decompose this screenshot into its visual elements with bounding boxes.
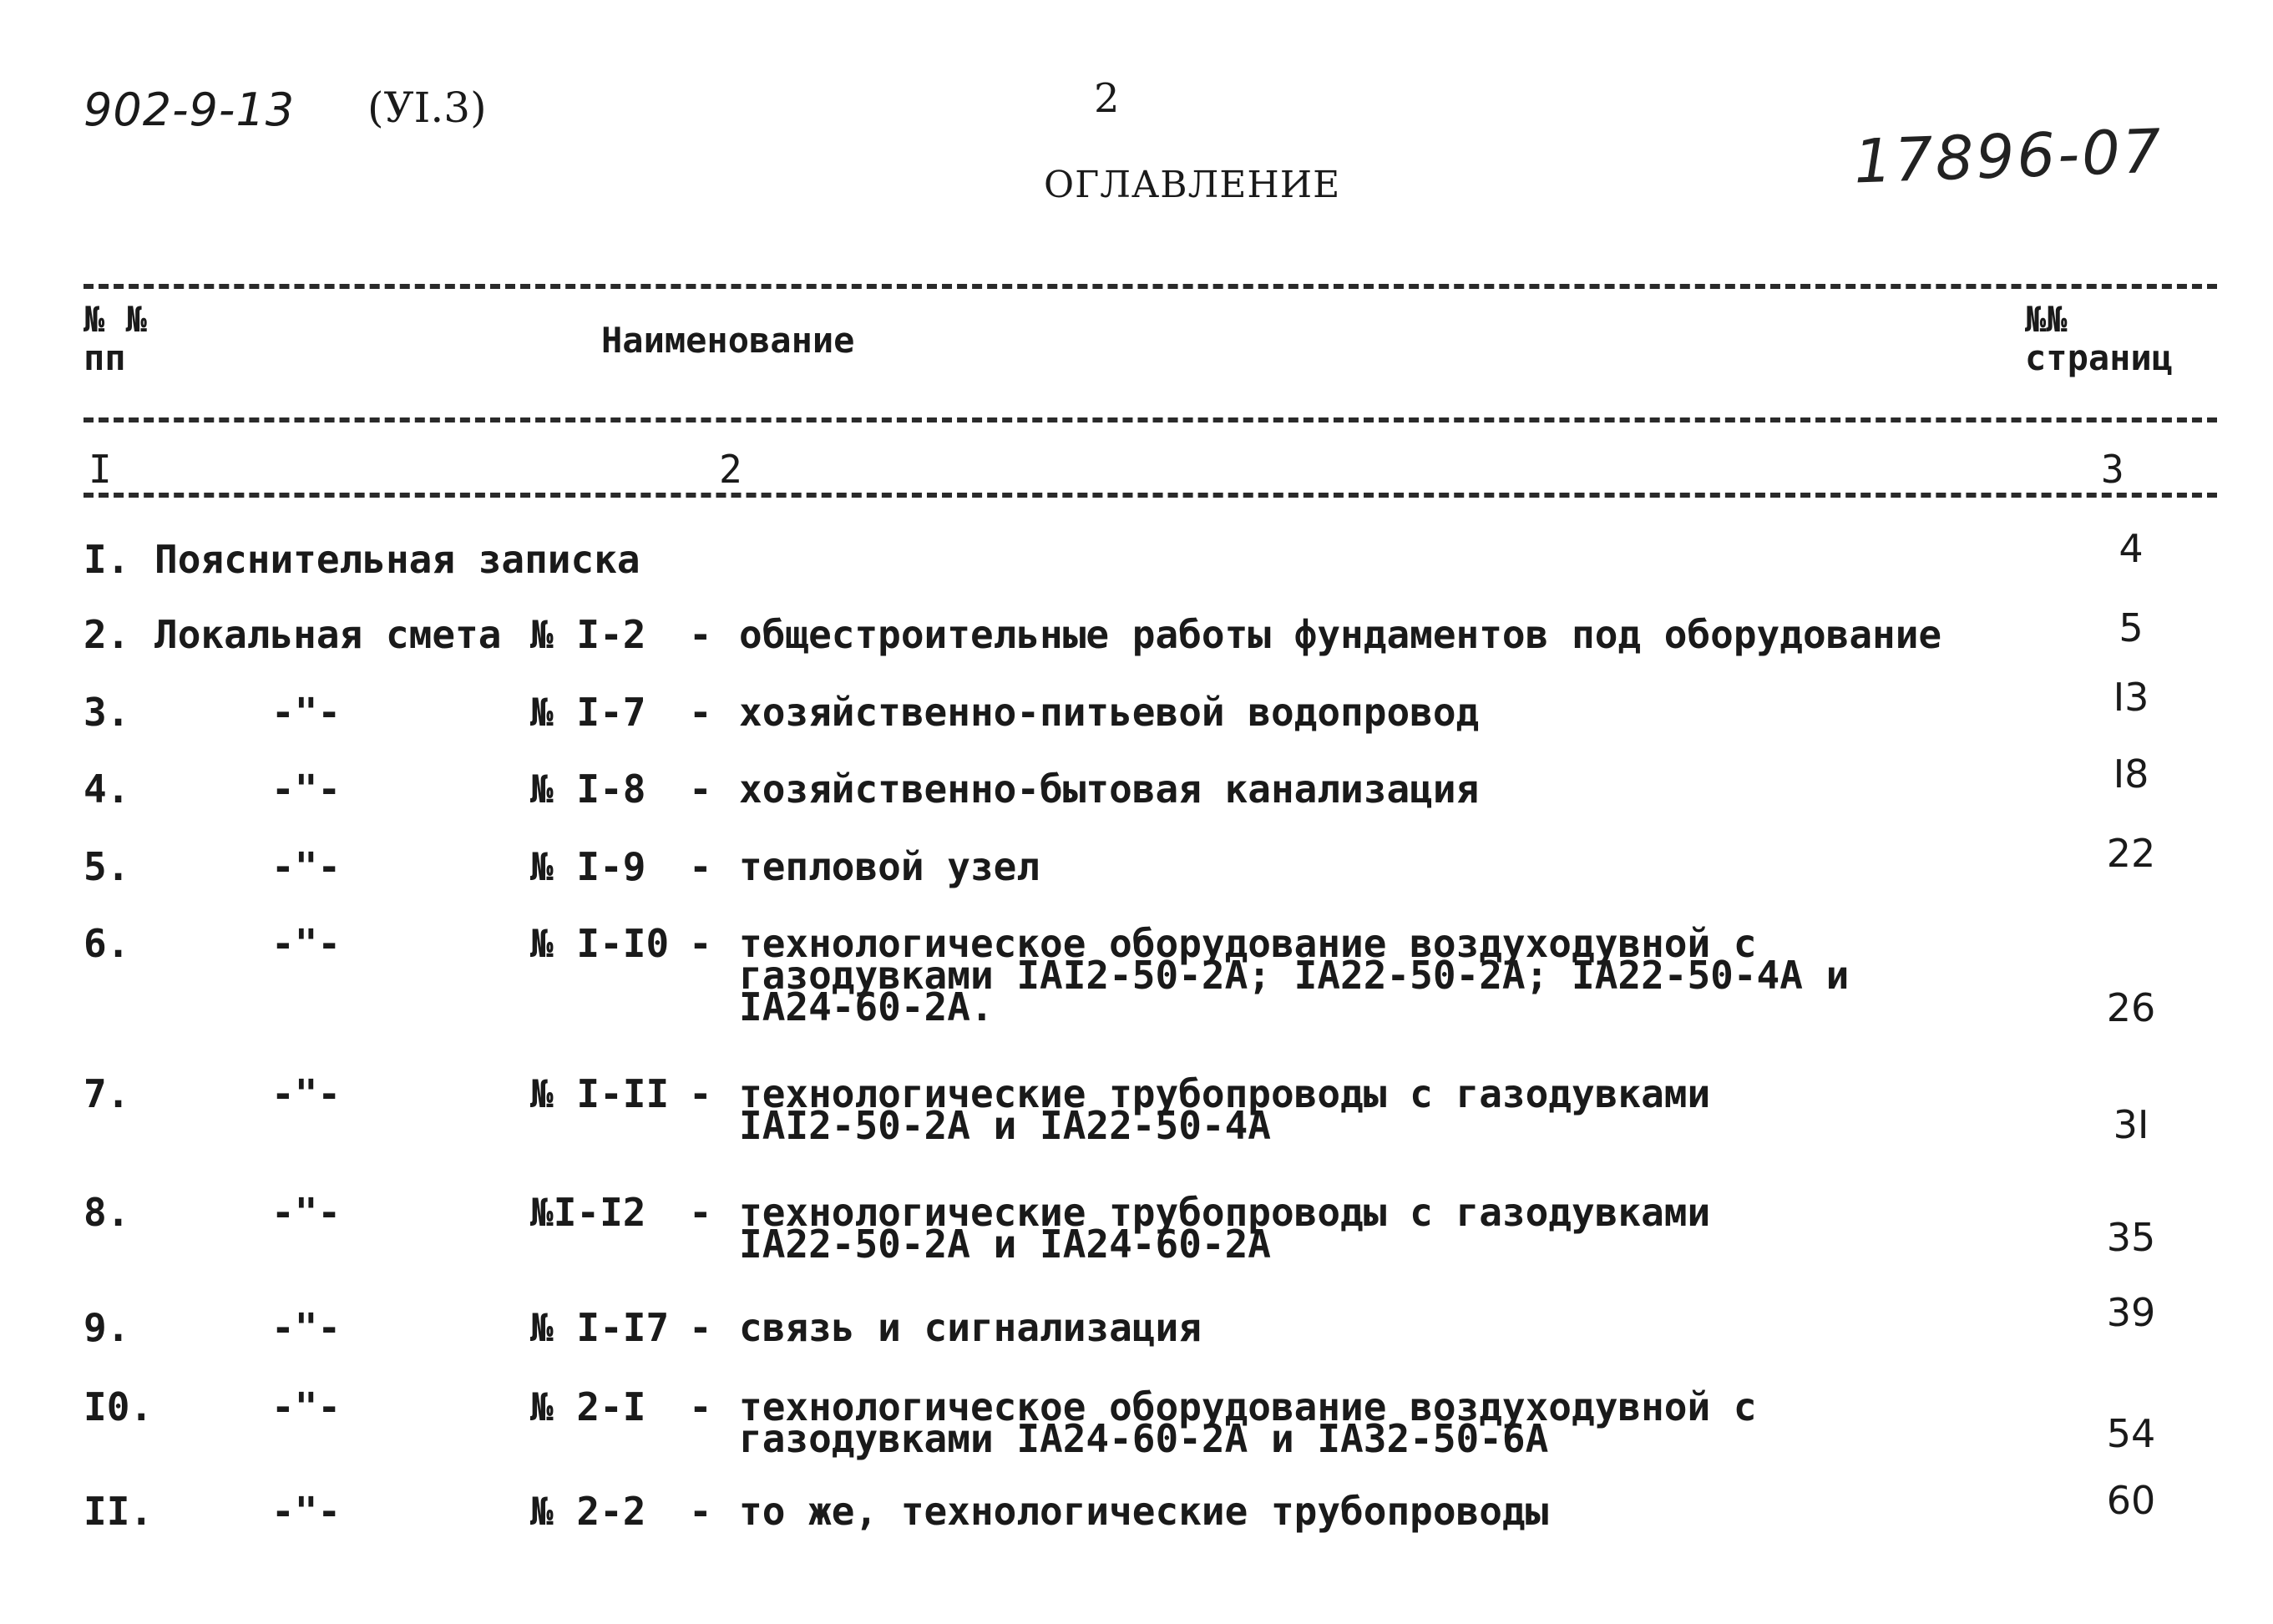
handwritten-inventory-number: 17896-07 bbox=[1852, 115, 2164, 197]
estimate-code: № I-II bbox=[530, 1071, 670, 1116]
row-number: 8. bbox=[84, 1190, 130, 1235]
row-description-line: технологическое оборудование воздуходувной с bbox=[739, 1384, 1757, 1429]
row-description-line: IA24-60-2A. bbox=[739, 984, 994, 1030]
column-index-1: I bbox=[84, 447, 117, 492]
page-reference: 60 bbox=[2106, 1478, 2156, 1523]
document-section: (УI.3) bbox=[367, 83, 487, 132]
row-dash: - bbox=[689, 612, 712, 657]
column-index-2: 2 bbox=[714, 447, 747, 492]
header-bottom-rule bbox=[84, 417, 2217, 422]
row-dash: - bbox=[689, 1190, 712, 1235]
page-reference: 5 bbox=[2119, 605, 2144, 650]
row-description-line: IA22-50-2A и IA24-60-2A bbox=[739, 1222, 1271, 1267]
row-number: 6. bbox=[84, 921, 130, 966]
header-pages bbox=[2025, 301, 2173, 377]
page-reference: 54 bbox=[2106, 1411, 2156, 1456]
row-description-line: общестроительные работы фундаментов под оборудование bbox=[739, 612, 1942, 657]
header-row-number-line2: пп bbox=[84, 337, 126, 378]
row-dash: - bbox=[689, 690, 712, 735]
ditto-mark: -"- bbox=[271, 1305, 342, 1350]
row-description-line: то же, технологические трубопроводы bbox=[739, 1489, 1549, 1534]
page-reference: 35 bbox=[2106, 1215, 2156, 1260]
page-reference: I3 bbox=[2113, 675, 2149, 720]
row-description-line: технологические трубопроводы с газодувками bbox=[739, 1190, 1711, 1235]
page-reference: I8 bbox=[2113, 751, 2149, 797]
column-index-3: 3 bbox=[2096, 447, 2129, 492]
row-number: 7. bbox=[84, 1071, 130, 1116]
row-dash: - bbox=[689, 1071, 712, 1116]
row-description-line: технологические трубопроводы с газодувками bbox=[739, 1071, 1711, 1116]
ditto-mark: -"- bbox=[271, 1190, 342, 1235]
estimate-code: № I-I0 bbox=[530, 921, 670, 966]
ditto-mark: -"- bbox=[271, 921, 342, 966]
header-pages-line1: №№ bbox=[2025, 299, 2068, 340]
estimate-code: № I-8 bbox=[530, 766, 646, 812]
page-reference: 4 bbox=[2119, 526, 2144, 571]
column-index-rule bbox=[84, 493, 2217, 498]
row-type: Локальная смета bbox=[154, 612, 502, 657]
estimate-code: № I-7 bbox=[530, 690, 646, 735]
estimate-code: № I-I7 bbox=[530, 1305, 670, 1350]
header-pages-line2: страниц bbox=[2025, 337, 2174, 378]
row-description-line: технологическое оборудование воздуходувной с bbox=[739, 921, 1757, 966]
row-dash: - bbox=[689, 921, 712, 966]
row-number: I. bbox=[84, 537, 130, 582]
estimate-code: № 2-I bbox=[530, 1384, 646, 1429]
estimate-code: № 2-2 bbox=[530, 1489, 646, 1534]
row-description-line: хозяйственно-питьевой водопровод bbox=[739, 690, 1480, 735]
estimate-code: № I-9 bbox=[530, 844, 646, 889]
page-reference: 22 bbox=[2106, 831, 2156, 876]
row-number: 4. bbox=[84, 766, 130, 812]
row-description-line: газодувками IAI2-50-2A; IA22-50-2A; IA22-50-4A и bbox=[739, 953, 1850, 998]
row-description-line: хозяйственно-бытовая канализация bbox=[739, 766, 1480, 812]
page-reference: 39 bbox=[2106, 1290, 2156, 1335]
row-number: 5. bbox=[84, 844, 130, 889]
row-dash: - bbox=[689, 844, 712, 889]
page-reference: 3I bbox=[2113, 1102, 2149, 1147]
estimate-code: №I-I2 bbox=[530, 1190, 646, 1235]
estimate-code: № I-2 bbox=[530, 612, 646, 657]
page-title: ОГЛАВЛЕНИЕ bbox=[1044, 164, 1341, 206]
document-code: 902-9-13 bbox=[84, 83, 296, 136]
row-number: 3. bbox=[84, 690, 130, 735]
ditto-mark: -"- bbox=[271, 1489, 342, 1534]
row-number: II. bbox=[84, 1489, 154, 1534]
row-dash: - bbox=[689, 1305, 712, 1350]
ditto-mark: -"- bbox=[271, 766, 342, 812]
row-description-line: тепловой узел bbox=[739, 844, 1040, 889]
ditto-mark: -"- bbox=[271, 690, 342, 735]
row-dash: - bbox=[689, 1384, 712, 1429]
page-reference: 26 bbox=[2106, 985, 2156, 1030]
row-number: I0. bbox=[84, 1384, 154, 1429]
header-row-number bbox=[84, 301, 147, 377]
table-top-rule bbox=[84, 284, 2217, 289]
header-name: Наименование bbox=[601, 320, 855, 361]
ditto-mark: -"- bbox=[271, 1071, 342, 1116]
ditto-mark: -"- bbox=[271, 844, 342, 889]
row-description-line: связь и сигнализация bbox=[739, 1305, 1202, 1350]
row-dash: - bbox=[689, 1489, 712, 1534]
row-number: 2. bbox=[84, 612, 130, 657]
header-row-number-line1: № № bbox=[84, 299, 147, 340]
row-description-line: газодувками IA24-60-2A и IA32-50-6A bbox=[739, 1416, 1549, 1461]
row-dash: - bbox=[689, 766, 712, 812]
ditto-mark: -"- bbox=[271, 1384, 342, 1429]
row-type: Пояснительная записка bbox=[154, 537, 640, 582]
page-number: 2 bbox=[1094, 75, 1120, 122]
row-number: 9. bbox=[84, 1305, 130, 1350]
row-description-line: IAI2-50-2A и IA22-50-4A bbox=[739, 1103, 1271, 1148]
